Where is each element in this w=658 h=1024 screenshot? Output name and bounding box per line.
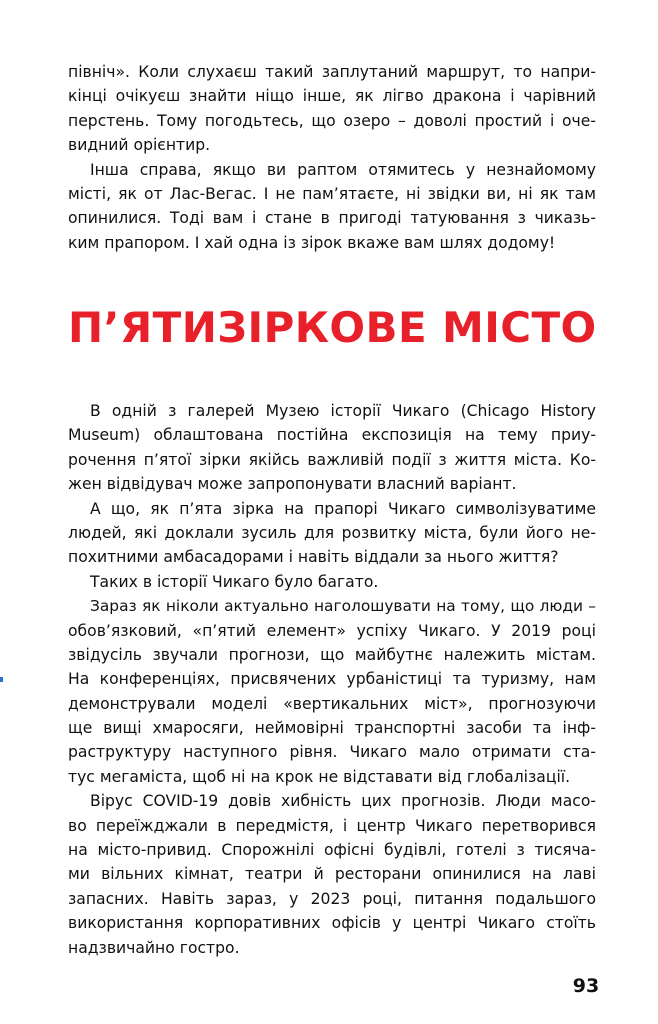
text-line: видний орієнтир. (68, 136, 211, 155)
page-number: 93 (572, 975, 600, 997)
text-line: опинилися. Тоді вам і стане в пригоді татуювання з чиказь- (68, 209, 596, 228)
text-line: обов’язковий, «п’ятий елемент» успіху Чикаго. У 2019 році (68, 621, 596, 640)
text-line: ми вільних кімнат, театри й ресторани опинилися на лаві (68, 865, 596, 884)
text-line: демонстрували моделі «вертикальних міст», прогнозуючи (68, 694, 596, 713)
text-line: кінці очікуєш знайти ніщо інше, як лігво дракона і чарівний (68, 87, 596, 106)
text-line: А що, як п’ята зірка на прапорі Чикаго символізуватиме (90, 499, 596, 518)
text-line: ким прапором. І хай одна із зірок вкаже вам шлях додому! (68, 233, 556, 252)
text-line: На конференціях, присвячених урбаністиці та туризму, нам (68, 670, 596, 689)
text-line: людей, які доклали зусиль для розвитку міста, були його не- (68, 523, 596, 542)
text-line: похитними амбасадорами і навіть віддали за нього життя? (68, 548, 559, 567)
text-line: використання корпоративних офісів у центрі Чикаго стоїть (68, 914, 596, 933)
text-line: перстень. Тому погодьтесь, що озеро – доволі простий і оче- (68, 111, 596, 130)
text-line: В одній з галерей Музею історії Чикаго (Chicago History (90, 402, 596, 420)
text-line: місті, як от Лас-Вегас. І не пам’ятаєте, ні звідки ви, ні як там (68, 184, 596, 203)
top-text-block (68, 60, 596, 255)
text-line: Зараз як ніколи актуально наголошувати на тому, що люди – (90, 597, 596, 616)
text-line: во переїжджали в передмістя, і центр Чикаго перетворився (68, 816, 596, 835)
text-line: запасних. Навіть зараз, у 2023 році, питання подальшого (68, 889, 596, 908)
text-line: надзвичайно гостро. (68, 938, 240, 957)
text-line: північ». Коли слухаєш такий заплутаний маршрут, то напри- (68, 63, 596, 81)
edge-marker (0, 677, 3, 682)
text-line: на місто-привид. Спорожнілі офісні будівлі, готелі з тисяча- (68, 841, 596, 860)
text-line: Museum) облаштована постійна експозиція на тему приу- (68, 426, 596, 445)
text-line: тус мегаміста, щоб ні на крок не відставати від глобалізації. (68, 767, 571, 786)
text-line: Вірус COVID-19 довів хибність цих прогнозів. Люди масо- (90, 792, 596, 811)
text-line: Таких в історії Чикаго було багато. (90, 572, 379, 591)
main-text-block (68, 399, 596, 960)
section-heading: П’ЯТИЗІРКОВЕ МІСТО (68, 303, 597, 352)
text-line: звідусіль звучали прогнози, що майбутнє належить містам. (68, 645, 596, 664)
text-line: ще вищі хмаросяги, неймовірні транспортні засоби та інф- (68, 719, 596, 738)
text-line: Інша справа, якщо ви раптом отямитесь у незнайомому (90, 160, 596, 179)
text-line: раструктуру наступного рівня. Чикаго мало отримати ста- (68, 743, 596, 762)
text-line: рочення п’ятої зірки якійсь важливій події з життя міста. Ко- (68, 450, 596, 469)
text-line: жен відвідувач може запропонувати власний варіант. (68, 475, 517, 494)
